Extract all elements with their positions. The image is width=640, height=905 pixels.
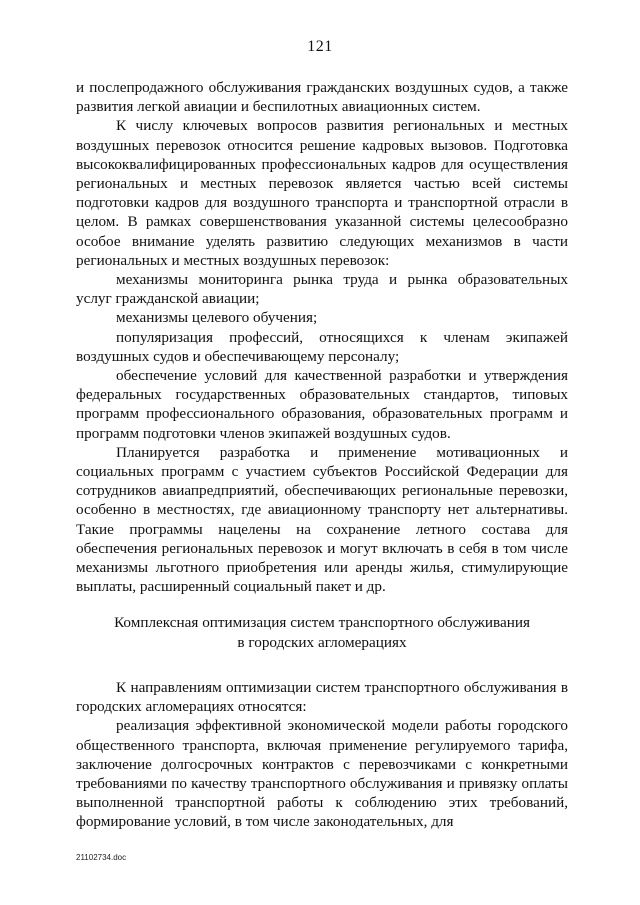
paragraph-continuation: и послепродажного обслуживания гражданских воздушных судов, а также развития легкой авиации и беспилотных авиационных систем.: [76, 79, 568, 116]
list-item-labor-monitoring: механизмы мониторинга рынка труда и рынка образовательных услуг гражданской авиации;: [76, 271, 568, 308]
list-item-standards-development: обеспечение условий для качественной разработки и утверждения федеральных государственных образовательных стандартов, типовых программ профессионального образования, образовательных программ и программ подготовки членов экипажей воздушных судов.: [76, 367, 568, 442]
list-item-economic-model: реализация эффективной экономической модели работы городского общественного транспорта, включая применение регулируемого тарифа, заключение долгосрочных контрактов с перевозчиками с конкретными требованиями по качеству транспортного обслуживания и привязку оплаты выполненной транспортной работы к соблюдению этих требований, формирование условий, в том числе законодательных, для: [76, 717, 568, 831]
list-item-profession-popularization: популяризация профессий, относящихся к членам экипажей воздушных судов и обеспечивающему персоналу;: [76, 328, 568, 365]
paragraph-motivation-programs: Планируется разработка и применение мотивационных и социальных программ с участием субъектов Российской Федерации для сотрудников авиапредприятий, обеспечивающих региональные перевозки, особенно в местностях, где авиационному транспорту нет альтернативы. Такие программы нацелены на сохранение летного состава для обеспечения региональных перевозок и могут включать в себя в том числе механизмы льготного приобретения или аренды жилья, стимулирующие выплаты, расширенный социальный пакет и др.: [76, 443, 568, 596]
paragraph-optimization-directions: К направлениям оптимизации систем транспортного обслуживания в городских агломерациях относятся:: [76, 678, 568, 716]
footer-filename: 21102734.doc: [76, 853, 127, 862]
section-heading-line-1: Комплексная оптимизация систем транспортного обслуживания: [114, 614, 530, 632]
paragraph-personnel-challenges: К числу ключевых вопросов развития региональных и местных воздушных перевозок относится решение кадровых вызовов. Подготовка высококвалифицированных профессиональных кадров для осуществления региональных и местных перевозок является частью всей системы подготовки кадров для воздушного транспорта и транспортной отрасли в целом. В рамках совершенствования указанной системы целесообразно особое внимание уделять развитию следующих механизмов в части региональных и местных воздушных перевозок:: [76, 117, 568, 269]
page-number: 121: [307, 38, 333, 55]
document-body: [76, 78, 568, 832]
section-heading: [76, 613, 568, 651]
list-item-targeted-training: механизмы целевого обучения;: [116, 309, 318, 327]
section-heading-line-2: в городских агломерациях: [237, 633, 407, 651]
